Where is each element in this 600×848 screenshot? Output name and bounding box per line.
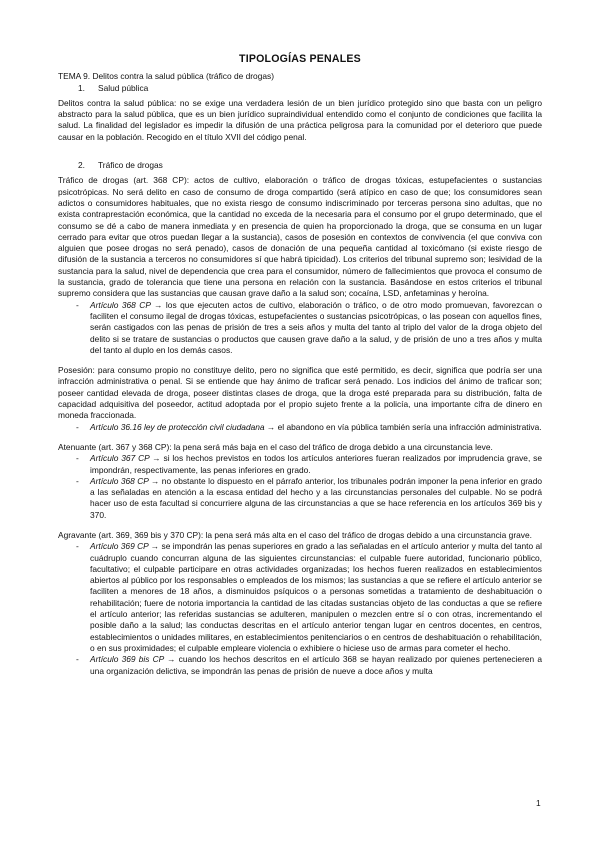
- list-item: - Artículo 367 CP → si los hechos previstos en todos los artículos anteriores fueran realizados por imprudencia grave, se impondrán, respectivamente, las penas inferiores en grado.: [76, 453, 542, 475]
- document-page: [58, 54, 542, 677]
- posesion-paragraph: Posesión: para consumo propio no constituye delito, pero no significa que esté permitido, es decir, significa que podría ser una infracción administrativa o penal. Si se entiende que hay ánimo de traficar será penado. Los indicios del ánimo de traficar son; poseer cantidad elevada de droga, poseer distintas clases de droga, que la droga esté preparada para su distribución, falta de capacidad adquisitiva del poseedor, actitud adoptada por el propio sujeto frente a la policía, una importante cifra de dinero en moneda fraccionada.: [58, 365, 542, 421]
- list-item: - Artículo 369 CP → se impondrán las penas superiores en grado a las señaladas en el artículo anterior y multa del tanto al cuádruplo cuando concurran alguna de las siguientes circunstancias: el culpable fuere autoridad, funcionario público, facultativo; el culpable participare en otras actividades organizadas; los hechos fueren realizados en establecimientos abiertos al público por los responsables o empleados de los mismos; las sustancias a que se refiere el artículo anterior se faciliten a menores de 18 años, a disminuidos psíquicos o a personas sometidas a tratamiento de deshabituación o rehabilitación; fuere de notoria importancia la cantidad de las citadas sustancias objeto de las conductas a que se refiere el artículo anterior; las referidas sustancias se adulteren, manipulen o mezclen entre sí o con otras, incrementando el posible daño a la salud; las conductas descritas en el artículo anterior tengan lugar en centros docentes, en centros, establecimientos o unidades militares, en establecimientos penitenciarios o en centros de deshabituación o rehabilitación, o en sus proximidades; el culpable empleare violencia o exhibiere o hiciese uso de armas para cometer el hecho.: [76, 541, 542, 653]
- posesion-list: [58, 422, 542, 433]
- atenuante-paragraph: Atenuante (art. 367 y 368 CP): la pena será más baja en el caso del tráfico de droga debido a una circunstancia leve.: [58, 441, 493, 452]
- agravante-list: [58, 541, 542, 677]
- trafico-paragraph: Tráfico de drogas (art. 368 CP): actos de cultivo, elaboración o tráfico de drogas tóxicas, estupefacientes o sustancias psicotrópicas. No será delito en caso de consumo de droga compartido (será atípico en caso de que; los consumidores sean adictos o consumidores habituales, que no exista riesgo de consumo indiscriminado por terceras persona sino adultas, que no exista contraprestación económica, que la cantidad no exceda de la necesaria para el consumo por el grupo determinado, que el consumo se dé a cabo de manera inmediata y en presencia de quien ha proporcionado la droga, que se consuma en un lugar cerrado para evitar que otros puedan llegar a la sustancia), casos de posesión en contextos de convivencia (el que conviva con alguien que posee drogas no será penado), casos de donación de una pequeña cantidad al toxicómano (si existe riesgo de difusión de la sustancia a terceros no consumidores sí que habrá tipicidad). Los criterios del tribunal supremo son; lesividad de la sustancia para la salud, nivel de dependencia que crea para el consumidor, número de fallecimientos que provoca el consumo de la sustancia, grado de tolerancia que tiene una persona en relación con la sustancia. Basándose en estos criterios el tribunal supremo considera que las sustancias que causan grave daño a la salud son; cocaína, LSD, anfetaminas y heroína.: [58, 175, 542, 299]
- trafico-list: [58, 300, 542, 356]
- section-heading-trafico: 2. Tráfico de drogas: [78, 160, 163, 171]
- document-title: TIPOLOGÍAS PENALES: [239, 53, 361, 65]
- topic-heading: TEMA 9. Delitos contra la salud pública (tráfico de drogas): [58, 71, 274, 82]
- salud-paragraph: Delitos contra la salud pública: no se exige una verdadera lesión de un bien jurídico protegido sino que basta con un peligro abstracto para la salud pública, que es un bien jurídico supraindividual entendido como el conjunto de condiciones que facilita la salud. La finalidad del legislador es impedir la difusión de una práctica peligrosa para la comunidad por el deterioro que puede causar en la población. Recogido en el título XVII del código penal.: [58, 97, 542, 142]
- section-heading-salud-publica: 1. Salud pública: [78, 82, 149, 93]
- list-item: - Artículo 369 bis CP → cuando los hechos descritos en el artículo 368 se hayan realizado por quienes pertenecieren a una organización delictiva, se impondrán las penas de prisión de nueve a doce años y multa: [76, 654, 543, 676]
- page-number: 1: [536, 798, 541, 808]
- atenuante-list: [58, 453, 542, 521]
- list-item: - Artículo 36.16 ley de protección civil ciudadana → el abandono en vía pública también sería una infracción administrativa.: [76, 421, 542, 432]
- list-item: - Artículo 368 CP → no obstante lo dispuesto en el párrafo anterior, los tribunales podrán imponer la pena inferior en grado a las señaladas en atención a la escasa entidad del hecho y a las circunstancias personales del culpable. No se podrá hacer uso de esta facultad si concurriere alguna de las circunstancias a que se hace referencia en los artículos 369 bis y 370.: [76, 475, 543, 520]
- list-item: - Artículo 368 CP → los que ejecuten actos de cultivo, elaboración o tráfico, o de otro modo promuevan, favorezcan o faciliten el consumo ilegal de drogas tóxicas, estupefacientes o sustancias psicotrópicas, o las posean con aquellos fines, serán castigados con las penas de prisión de tres a seis años y multa del tanto al triplo del valor de la droga objeto del delito si se tratare de sustancias o productos que causen grave daño a la salud, y de prisión de uno a tres años y multa del tanto al duplo en los demás casos.: [76, 299, 542, 355]
- agravante-paragraph: Agravante (art. 369, 369 bis y 370 CP): la pena será más alta en el caso del tráfico de drogas debido a una circunstancia grave.: [58, 529, 532, 540]
